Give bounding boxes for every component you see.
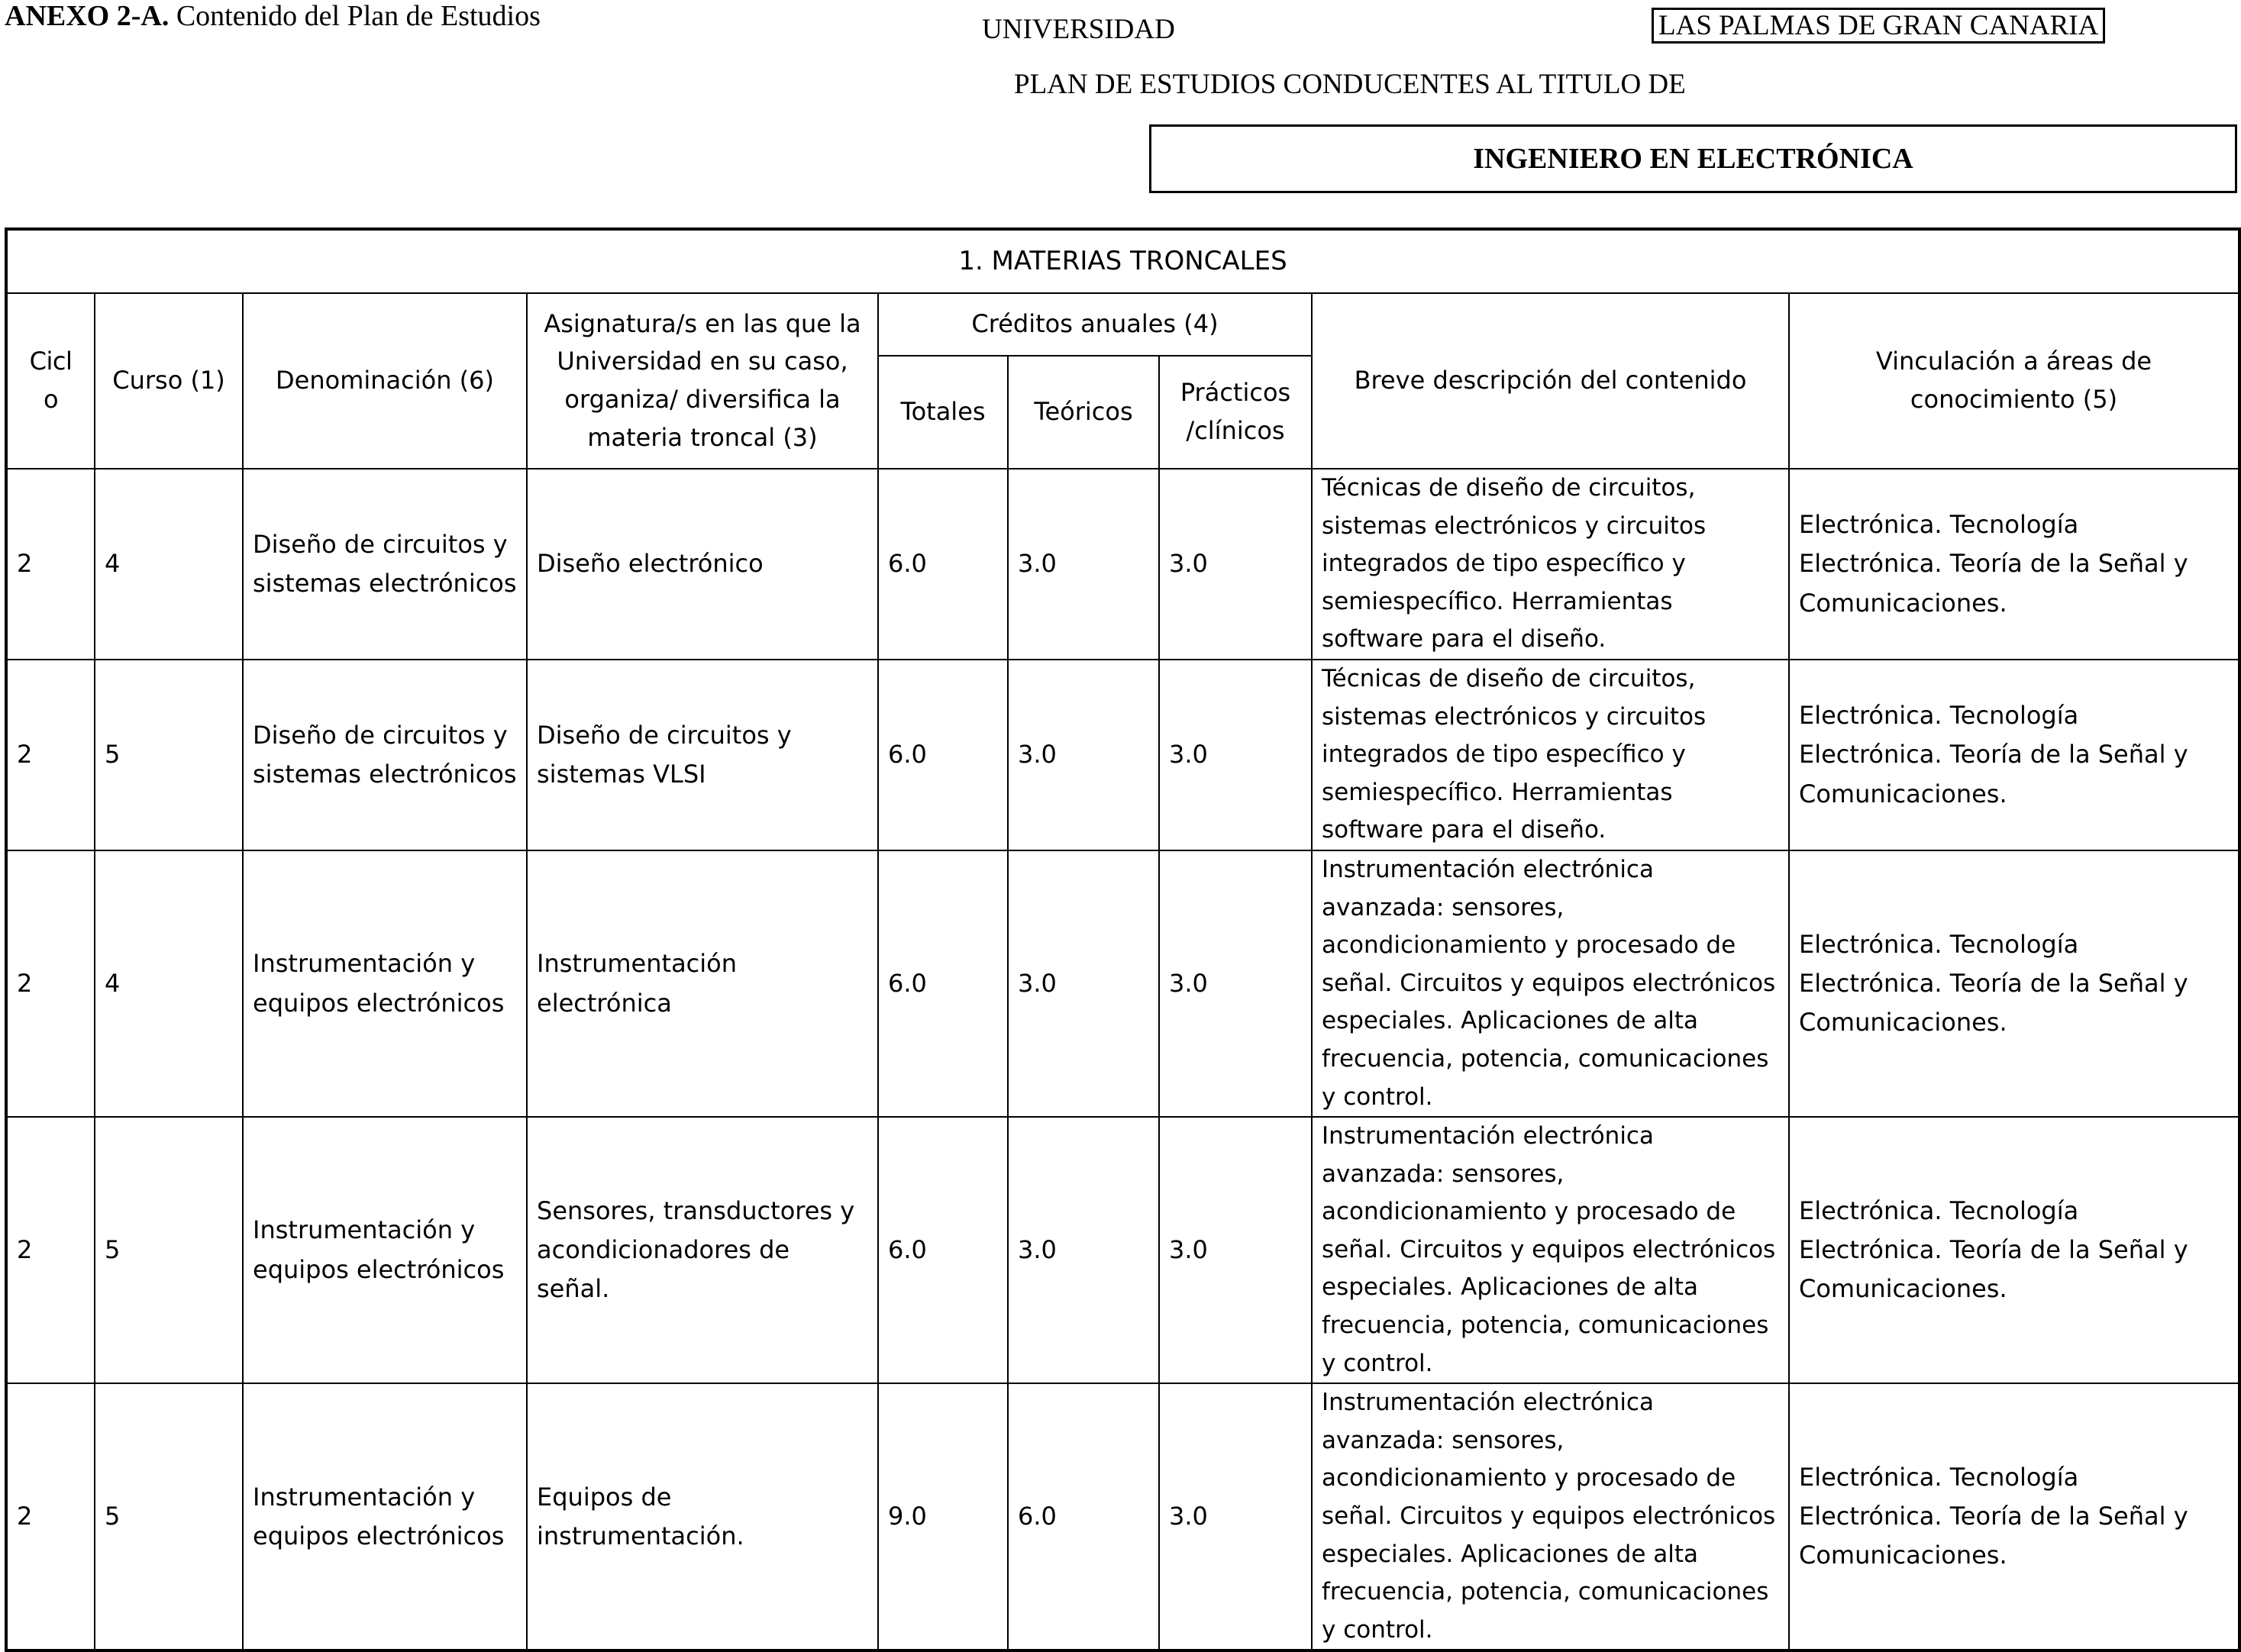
col-totales: Totales — [878, 356, 1008, 469]
cell-curso: 5 — [95, 1383, 243, 1650]
table-row — [6, 850, 2239, 1117]
cell-totales: 6.0 — [878, 469, 1008, 660]
table-row — [6, 1117, 2239, 1383]
cell-totales: 9.0 — [878, 1383, 1008, 1650]
cell-practicos: 3.0 — [1159, 660, 1312, 850]
cell-descripcion: Instrumentación electrónica avanzada: sensores, acondicionamiento y procesado de señal. Circuitos y equipos electrónicos especiales. Aplicaciones de alta frecuencia, potencia, comunicaciones y control. — [1312, 850, 1789, 1117]
cell-ciclo: 2 — [6, 1383, 95, 1650]
cell-ciclo: 2 — [6, 1117, 95, 1383]
cell-totales: 6.0 — [878, 660, 1008, 850]
cell-vinculacion: Electrónica. Tecnología Electrónica. Teoría de la Señal y Comunicaciones. — [1789, 1117, 2239, 1383]
cell-teoricos: 3.0 — [1008, 469, 1159, 660]
cell-denominacion: Instrumentación y equipos electrónicos — [243, 1383, 527, 1650]
cell-denominacion: Diseño de circuitos y sistemas electrónicos — [243, 660, 527, 850]
col-asignatura: Asignatura/s en las que la Universidad en su caso, organiza/ diversifica la materia troncal (3) — [527, 293, 878, 469]
cell-vinculacion: Electrónica. Tecnología Electrónica. Teoría de la Señal y Comunicaciones. — [1789, 469, 2239, 660]
table-row — [6, 1383, 2239, 1650]
cell-practicos: 3.0 — [1159, 1117, 1312, 1383]
troncales-table — [5, 227, 2241, 1652]
cell-practicos: 3.0 — [1159, 1383, 1312, 1650]
table-row — [6, 469, 2239, 660]
section-title: 1. MATERIAS TRONCALES — [6, 229, 2239, 293]
cell-descripcion: Técnicas de diseño de circuitos, sistemas electrónicos y circuitos integrados de tipo específico y semiespecífico. Herramientas software para el diseño. — [1312, 660, 1789, 850]
cell-teoricos: 3.0 — [1008, 660, 1159, 850]
col-ciclo: Ciclo — [6, 293, 95, 469]
cell-curso: 4 — [95, 850, 243, 1117]
cell-asignatura: Instrumentación electrónica — [527, 850, 878, 1117]
cell-vinculacion: Electrónica. Tecnología Electrónica. Teoría de la Señal y Comunicaciones. — [1789, 660, 2239, 850]
table-row — [6, 660, 2239, 850]
cell-descripcion: Técnicas de diseño de circuitos, sistemas electrónicos y circuitos integrados de tipo específico y semiespecífico. Herramientas software para el diseño. — [1312, 469, 1789, 660]
col-curso: Curso (1) — [95, 293, 243, 469]
col-denominacion: Denominación (6) — [243, 293, 527, 469]
cell-vinculacion: Electrónica. Tecnología Electrónica. Teoría de la Señal y Comunicaciones. — [1789, 850, 2239, 1117]
cell-vinculacion: Electrónica. Tecnología Electrónica. Teoría de la Señal y Comunicaciones. — [1789, 1383, 2239, 1650]
university-name: LAS PALMAS DE GRAN CANARIA — [1652, 8, 2105, 44]
cell-curso: 5 — [95, 660, 243, 850]
cell-asignatura: Sensores, transductores y acondicionadores de señal. — [527, 1117, 878, 1383]
cell-practicos: 3.0 — [1159, 469, 1312, 660]
cell-ciclo: 2 — [6, 660, 95, 850]
cell-denominacion: Diseño de circuitos y sistemas electrónicos — [243, 469, 527, 660]
cell-totales: 6.0 — [878, 850, 1008, 1117]
col-practicos: Prácticos /clínicos — [1159, 356, 1312, 469]
cell-descripcion: Instrumentación electrónica avanzada: sensores, acondicionamiento y procesado de señal. Circuitos y equipos electrónicos especiales. Aplicaciones de alta frecuencia, potencia, comunicaciones y control. — [1312, 1383, 1789, 1650]
cell-asignatura: Diseño electrónico — [527, 469, 878, 660]
cell-ciclo: 2 — [6, 850, 95, 1117]
cell-totales: 6.0 — [878, 1117, 1008, 1383]
cell-curso: 5 — [95, 1117, 243, 1383]
cell-asignatura: Equipos de instrumentación. — [527, 1383, 878, 1650]
cell-denominacion: Instrumentación y equipos electrónicos — [243, 850, 527, 1117]
degree-title: INGENIERO EN ELECTRÓNICA — [1149, 124, 2237, 193]
annex-number: ANEXO 2-A. — [5, 0, 170, 32]
cell-teoricos: 3.0 — [1008, 850, 1159, 1117]
col-creditos: Créditos anuales (4) — [878, 293, 1312, 356]
cell-teoricos: 6.0 — [1008, 1383, 1159, 1650]
university-label: UNIVERSIDAD — [982, 14, 1175, 45]
cell-teoricos: 3.0 — [1008, 1117, 1159, 1383]
cell-practicos: 3.0 — [1159, 850, 1312, 1117]
cell-descripcion: Instrumentación electrónica avanzada: sensores, acondicionamiento y procesado de señal. Circuitos y equipos electrónicos especiales. Aplicaciones de alta frecuencia, potencia, comunicaciones y control. — [1312, 1117, 1789, 1383]
annex-title: Contenido del Plan de Estudios — [169, 0, 541, 32]
plan-label: PLAN DE ESTUDIOS CONDUCENTES AL TITULO DE — [1014, 69, 1686, 100]
col-vinculacion: Vinculación a áreas de conocimiento (5) — [1789, 293, 2239, 469]
cell-curso: 4 — [95, 469, 243, 660]
section-header-row — [6, 229, 2239, 293]
col-descripcion: Breve descripción del contenido — [1312, 293, 1789, 469]
cell-ciclo: 2 — [6, 469, 95, 660]
column-header-row — [6, 293, 2239, 356]
cell-asignatura: Diseño de circuitos y sistemas VLSI — [527, 660, 878, 850]
col-teoricos: Teóricos — [1008, 356, 1159, 469]
annex-heading — [5, 2, 541, 31]
cell-denominacion: Instrumentación y equipos electrónicos — [243, 1117, 527, 1383]
